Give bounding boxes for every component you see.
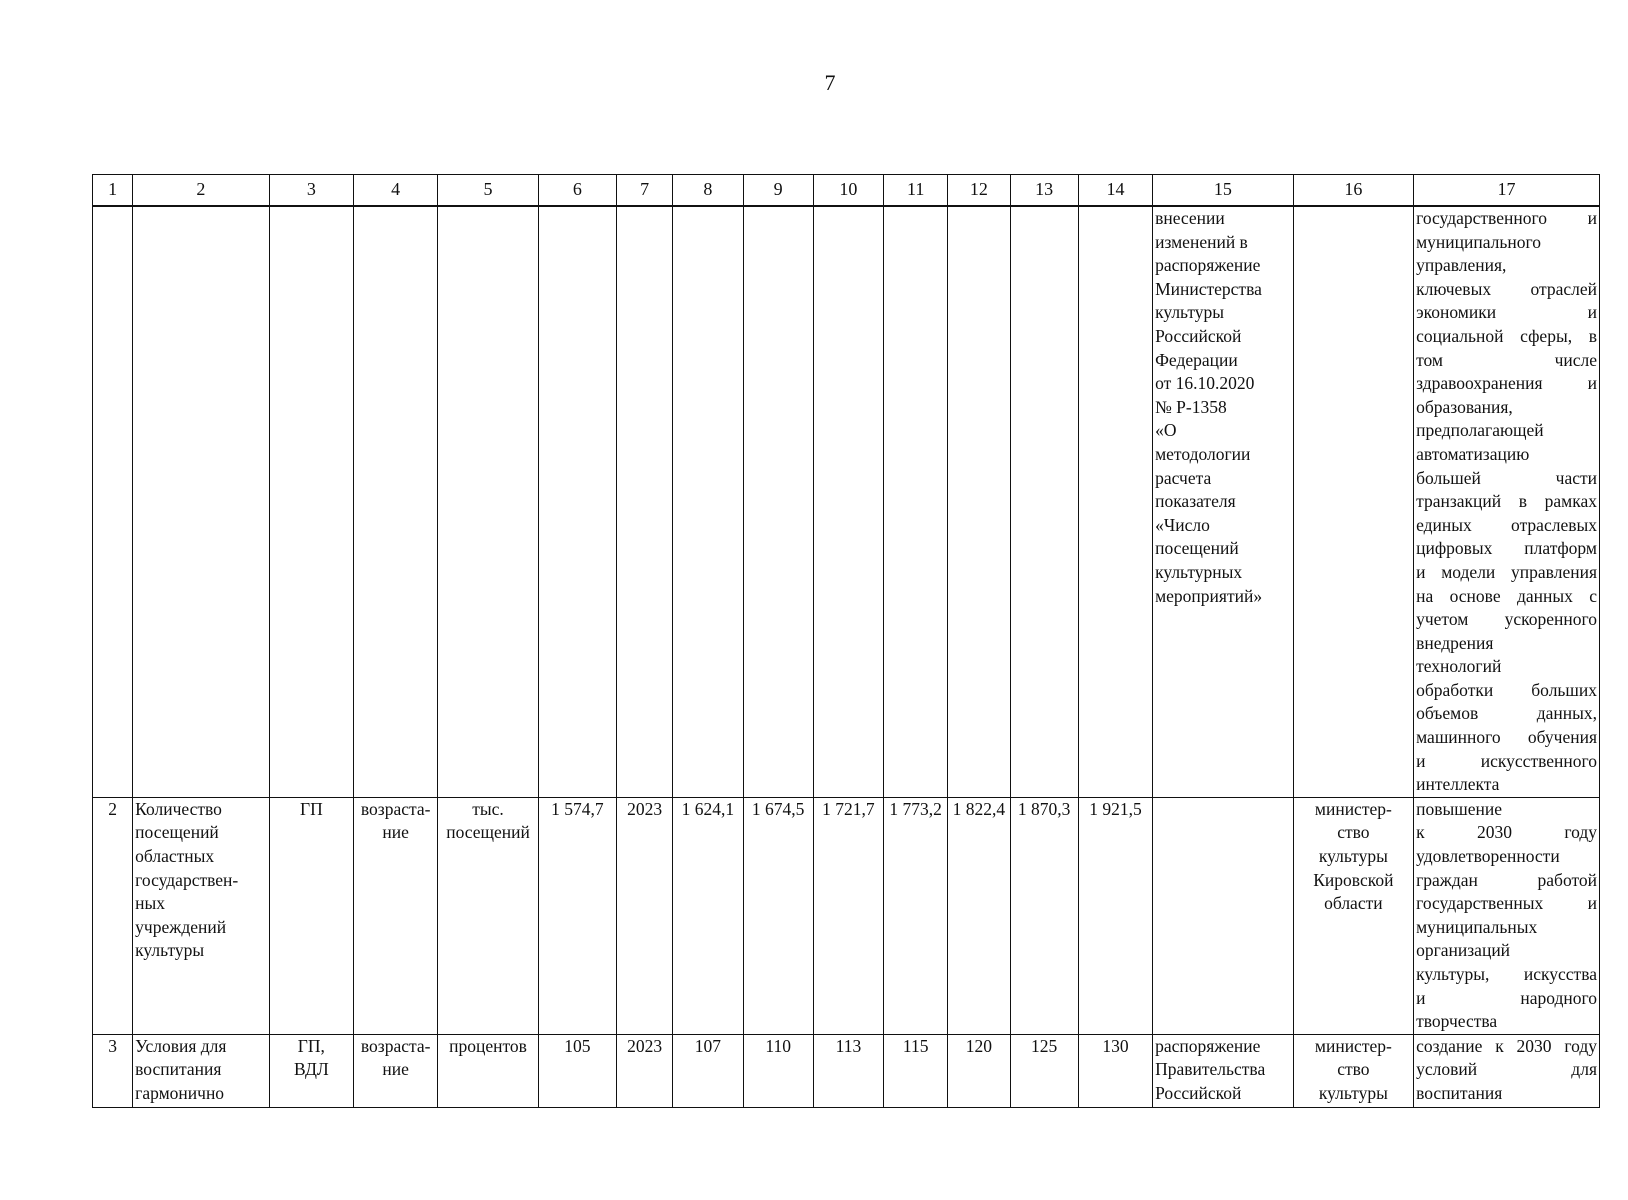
base-value-cell: 105 [538, 1034, 616, 1107]
text-line: государственных и [1416, 893, 1597, 914]
text-line: культурных [1155, 561, 1243, 582]
legal-basis-cell [1153, 1034, 1294, 1107]
text-line: методологии [1155, 443, 1251, 464]
text-line: и модели управления [1416, 561, 1597, 582]
text-line: внедрения [1416, 632, 1494, 653]
header-cell: 13 [1010, 175, 1078, 207]
text-line: граждан работой [1416, 869, 1597, 890]
text-line: области [1324, 893, 1383, 914]
text-line: Количество [135, 798, 222, 819]
text-line: министер- [1314, 798, 1392, 819]
value-cell: 130 [1078, 1034, 1152, 1107]
base-value-cell: 1 574,7 [538, 797, 616, 1034]
text-line: Правительства [1155, 1059, 1266, 1080]
text-line: машинного обучения [1416, 727, 1597, 748]
value-cell: 125 [1010, 1034, 1078, 1107]
text-line: культуры, искусства [1416, 964, 1597, 984]
text-line: образования, [1416, 396, 1513, 417]
header-cell: 11 [884, 175, 948, 207]
text-line: культуры [1318, 846, 1388, 867]
text-line: показателя [1155, 491, 1236, 512]
level-cell [269, 1034, 353, 1107]
trend-cell [354, 797, 438, 1034]
text-line: предполагающей [1416, 420, 1544, 441]
value-cell: 113 [813, 1034, 883, 1107]
value-cell: 1 773,2 [884, 797, 948, 1034]
text-line: экономики и [1416, 302, 1597, 323]
responsible-cell [1293, 1034, 1413, 1107]
text-line: управления, [1416, 255, 1507, 276]
text-line: объемов данных, [1416, 703, 1597, 724]
level-cell: ГП [269, 797, 353, 1034]
value-cell: 1 624,1 [673, 797, 743, 1034]
header-cell: 8 [673, 175, 743, 207]
header-cell: 12 [948, 175, 1010, 207]
text-line: социальной сферы, в [1416, 325, 1597, 346]
text-line: распоряжение [1155, 255, 1261, 276]
text-line: и народного [1416, 987, 1597, 1008]
text-line: повышение [1416, 798, 1502, 819]
text-line: гармонично [135, 1083, 225, 1104]
text-line: автоматизацию [1416, 443, 1530, 464]
base-year-cell: 2023 [617, 797, 673, 1034]
text-line: организаций [1416, 940, 1511, 961]
text-line: изменений в [1155, 231, 1248, 252]
indicator-name-cell [133, 797, 270, 1034]
text-line: Кировской [1313, 869, 1394, 890]
text-line: большей части [1416, 467, 1597, 488]
text-line: министер- [1314, 1035, 1392, 1056]
header-cell: 7 [617, 175, 673, 207]
text-line: на основе данных с [1416, 585, 1597, 606]
text-line: Федерации [1155, 349, 1238, 370]
text-line: удовлетворенности [1416, 846, 1560, 867]
text-line: ство [1337, 1059, 1370, 1080]
text-line: государственного и [1416, 208, 1597, 228]
value-cell: 1 822,4 [948, 797, 1010, 1034]
text-line: Российской [1155, 1083, 1242, 1104]
text-line: интеллекта [1416, 774, 1500, 795]
text-line: учетом ускоренного [1416, 609, 1597, 630]
header-cell: 5 [438, 175, 538, 207]
text-line: внесении [1155, 208, 1225, 228]
value-cell: 1 921,5 [1078, 797, 1152, 1034]
text-line: и искусственного [1416, 750, 1597, 771]
national-goal-cell [1414, 797, 1600, 1034]
table-row [93, 797, 1600, 1034]
trend-cell [354, 1034, 438, 1107]
text-line: «Число [1155, 514, 1210, 535]
text-line: от 16.10.2020 [1155, 373, 1255, 394]
national-goal-cell [1414, 1034, 1600, 1107]
header-cell: 16 [1293, 175, 1413, 207]
text-line: культуры [1318, 1083, 1388, 1104]
legal-basis-cell [1153, 206, 1294, 797]
legal-basis-cell [1153, 797, 1294, 1034]
value-cell: 110 [743, 1034, 813, 1107]
text-line: ние [382, 822, 409, 843]
text-line: транзакций в рамках [1416, 491, 1597, 512]
text-line: «О [1155, 420, 1177, 441]
text-line: мероприятий» [1155, 585, 1263, 606]
text-line: распоряжение [1155, 1035, 1261, 1056]
header-cell: 17 [1414, 175, 1600, 207]
header-cell: 1 [93, 175, 133, 207]
text-line: здравоохранения и [1416, 373, 1597, 394]
table-row-continuation [93, 206, 1600, 797]
text-line: посещений [1155, 538, 1239, 559]
row-number: 3 [93, 1034, 133, 1107]
text-line: цифровых платформ [1416, 538, 1597, 559]
responsible-cell [1293, 797, 1413, 1034]
text-line: к 2030 году [1416, 822, 1597, 843]
unit-cell [438, 797, 538, 1034]
header-cell: 9 [743, 175, 813, 207]
text-line: создание к 2030 году [1416, 1035, 1597, 1056]
text-line: муниципальных [1416, 916, 1538, 937]
unit-cell: процентов [438, 1034, 538, 1107]
text-line: единых отраслевых [1416, 514, 1597, 535]
text-line: ВДЛ [293, 1059, 329, 1080]
text-line: № Р-1358 [1155, 396, 1227, 417]
header-cell: 2 [133, 175, 270, 207]
text-line: технологий [1416, 656, 1502, 677]
value-cell: 120 [948, 1034, 1010, 1107]
text-line: ние [382, 1059, 409, 1080]
text-line: обработки больших [1416, 679, 1597, 700]
text-line: ство [1337, 822, 1370, 843]
header-cell: 10 [813, 175, 883, 207]
text-line: Российской [1155, 325, 1242, 346]
text-line: ных [135, 893, 166, 914]
text-line: ГП, [297, 1035, 325, 1056]
value-cell: 1 870,3 [1010, 797, 1078, 1034]
text-line: Условия для [135, 1035, 227, 1056]
text-line: воспитания [135, 1059, 222, 1080]
text-line: ключевых отраслей [1416, 278, 1597, 299]
text-line: посещений [135, 822, 219, 843]
text-line: творчества [1416, 1011, 1498, 1032]
header-cell: 4 [354, 175, 438, 207]
page-number: 7 [824, 70, 836, 95]
header-cell: 6 [538, 175, 616, 207]
value-cell: 1 721,7 [813, 797, 883, 1034]
text-line: расчета [1155, 467, 1212, 488]
row-number: 2 [93, 797, 133, 1034]
value-cell: 1 674,5 [743, 797, 813, 1034]
text-line: культуры [1155, 302, 1225, 323]
column-number-row [93, 175, 1600, 207]
value-cell: 107 [673, 1034, 743, 1107]
text-line: посещений [446, 822, 530, 843]
text-line: культуры [135, 940, 205, 961]
text-line: том числе [1416, 349, 1597, 370]
header-cell: 15 [1153, 175, 1294, 207]
text-line: Министерства [1155, 278, 1262, 299]
header-cell: 14 [1078, 175, 1152, 207]
header-cell: 3 [269, 175, 353, 207]
text-line: возраста- [360, 798, 431, 819]
text-line: условий для [1416, 1059, 1597, 1080]
text-line: муниципального [1416, 231, 1541, 252]
text-line: областных [135, 846, 215, 867]
text-line: учреждений [135, 916, 227, 937]
text-line: воспитания [1416, 1083, 1503, 1104]
table-row [93, 1034, 1600, 1107]
text-line: государствен- [135, 869, 239, 890]
national-goal-cell [1414, 206, 1600, 797]
base-year-cell: 2023 [617, 1034, 673, 1107]
value-cell: 115 [884, 1034, 948, 1107]
text-line: тыс. [472, 798, 504, 819]
indicators-table [92, 174, 1600, 1108]
indicator-name-cell [133, 1034, 270, 1107]
text-line: возраста- [360, 1035, 431, 1056]
